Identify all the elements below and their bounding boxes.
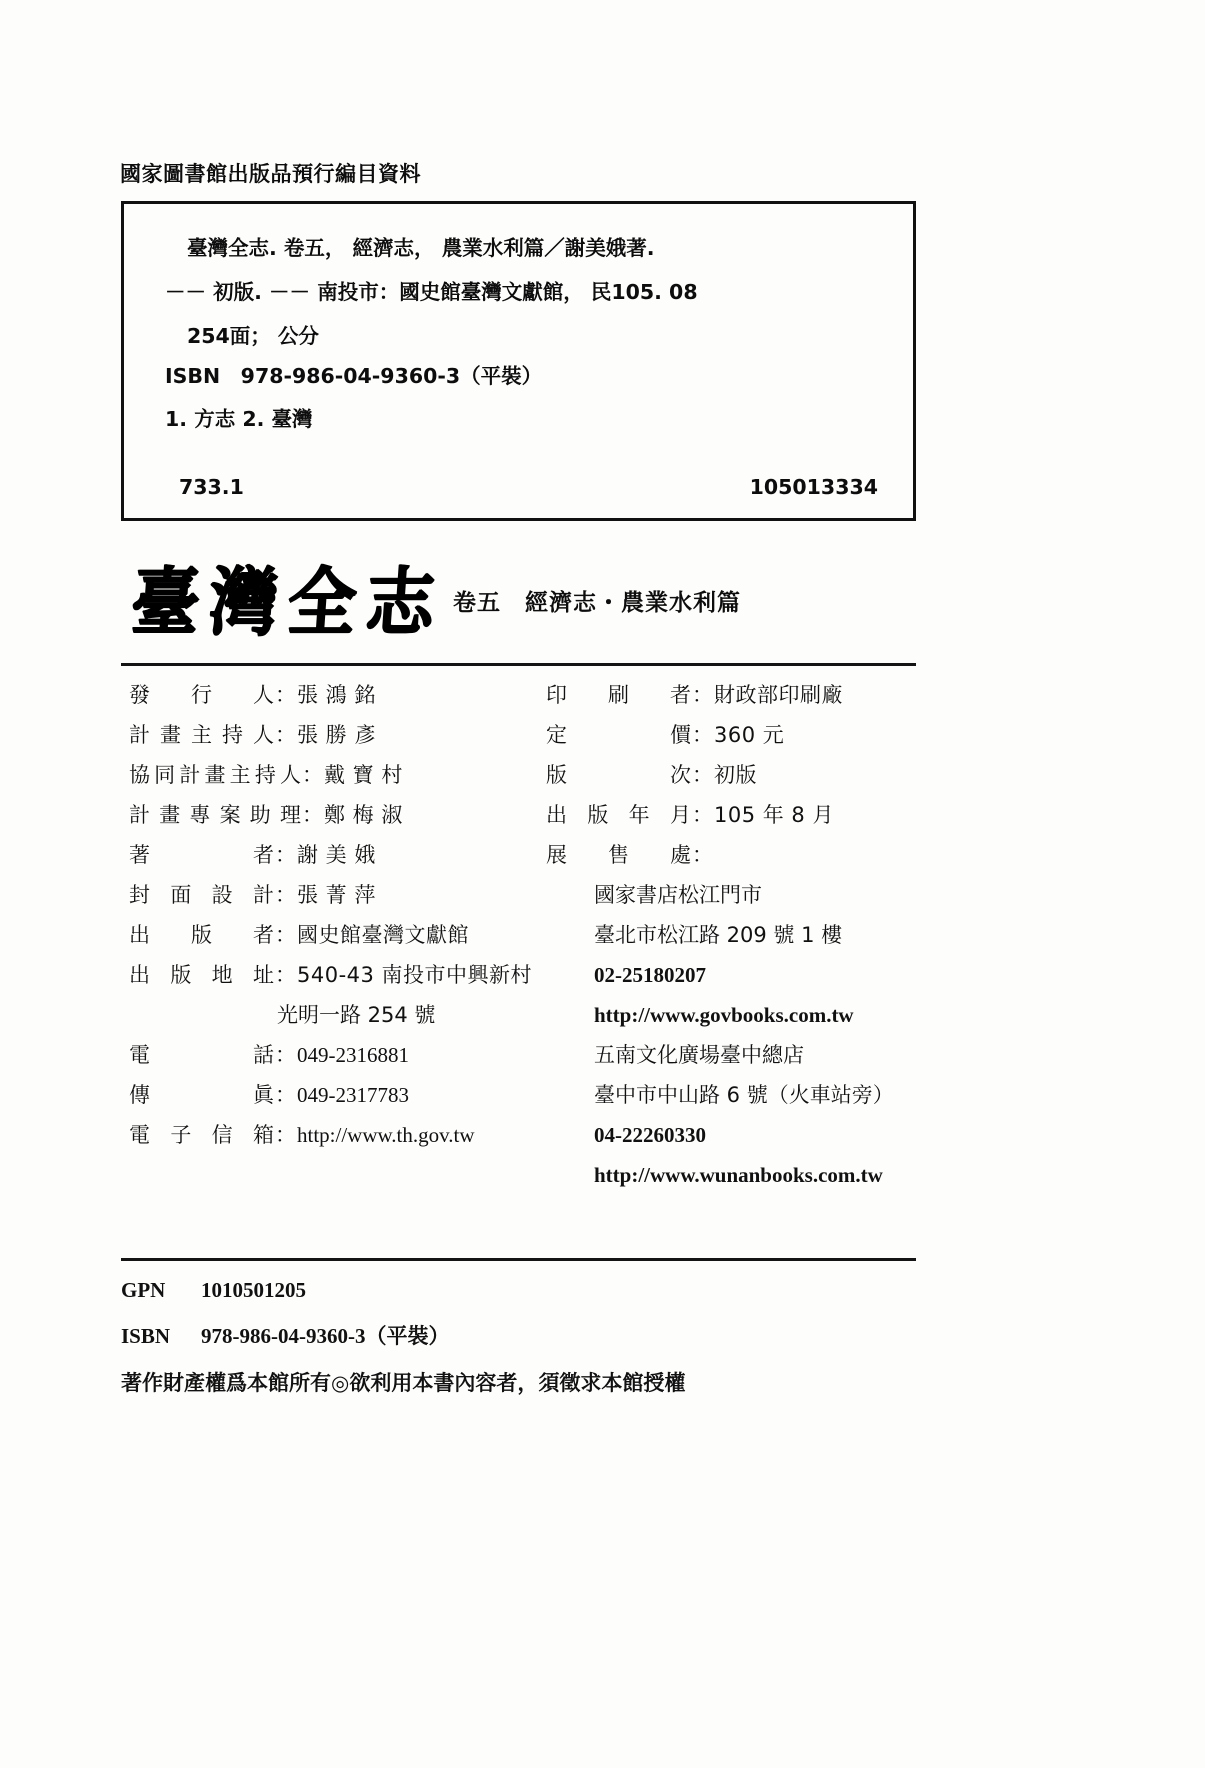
entry-label: 發 行 人 [129,683,274,707]
distributor-line[interactable]: http://www.wunanbooks.com.tw [594,1163,883,1187]
isbn-row [121,1320,921,1350]
colophon-entry [129,965,549,986]
distributor-line[interactable]: http://www.govbooks.com.tw [594,1003,854,1027]
distributor-line: 04-22260330 [594,1123,706,1147]
colophon-entry [129,725,549,746]
entry-value: 張 鴻 銘 [297,683,376,707]
book-title-calligraphy: 臺灣全志 [128,558,448,646]
entry-separator: ： [275,1043,296,1067]
entry-separator: ： [275,923,296,947]
entry-value: 鄭 梅 淑 [324,803,403,827]
distributor-line: 國家書店松江門市 [594,883,762,907]
entry-separator: ： [692,683,713,707]
entry-label: 計畫專案助理 [129,803,301,827]
colophon-entry [129,765,549,786]
entry-value: 國史館臺灣文獻館 [297,923,469,947]
entry-value: 財政部印刷廠 [714,683,843,707]
entry-separator: ： [275,683,296,707]
book-subtitle: 卷五 經濟志・農業水利篇 [453,590,741,616]
entry-label: 封 面 設 計 [129,883,274,907]
entry-value: 105 年 8 月 [714,803,834,827]
entry-label: 電 話 [129,1043,274,1067]
entry-label: 印 刷 者 [546,683,691,707]
colophon-entry [546,765,941,786]
gpn-value: 1010501205 [201,1278,306,1302]
entry-separator: ： [275,1083,296,1107]
colophon-entry [546,845,941,866]
colophon-entry [129,1125,549,1146]
cip-heading: 國家圖書館出版品預行編目資料 [120,162,421,186]
entry-value: 049-2317783 [297,1083,409,1107]
address-continuation: 光明一路 254 號 [277,1003,436,1027]
cip-box [121,201,916,521]
entry-value: 張 勝 彥 [297,723,376,747]
entry-value: 張 菁 萍 [297,883,376,907]
cip-classification-number: 733.1 [179,475,244,499]
entry-value: 初版 [714,763,757,787]
cip-subject-line: 1. 方志 2. 臺灣 [165,407,313,431]
copyright-notice: 著作財產權爲本館所有◎欲利用本書內容者，須徵求本館授權 [121,1371,686,1395]
entry-label: 協同計畫主持人 [129,763,301,787]
entry-separator: ： [302,763,323,787]
entry-label: 出 版 者 [129,923,274,947]
colophon-entry [129,805,549,826]
entry-label: 著 者 [129,843,274,867]
entry-separator: ： [275,963,296,987]
entry-value: 戴 寶 村 [324,763,403,787]
isbn-label: ISBN [121,1324,171,1348]
entry-value: 謝 美 娥 [297,843,376,867]
entry-value: 360 元 [714,723,785,747]
distributor-line: 臺北市松江路 209 號 1 樓 [594,923,843,947]
entry-label: 出 版 年 月 [546,803,691,827]
entry-label: 計畫主持人 [129,723,274,747]
cip-edition-line: －－ 初版. －－ 南投市：國史館臺灣文獻館， 民105. 08 [165,280,698,304]
colophon-entry [546,805,941,826]
entry-separator: ： [275,843,296,867]
entry-separator: ： [692,763,713,787]
colophon-entry [546,685,941,706]
entry-separator: ： [692,723,713,747]
distributor-line: 五南文化廣場臺中總店 [594,1043,804,1067]
entry-label: 展 售 處 [546,843,691,867]
entry-value: http://www.th.gov.tw [297,1123,475,1147]
cip-title-line: 臺灣全志. 卷五， 經濟志， 農業水利篇／謝美娥著. [187,236,655,260]
distributor-line: 02-25180207 [594,963,706,987]
divider-top [121,663,916,666]
entry-separator: ： [302,803,323,827]
colophon-entry [129,925,549,946]
colophon-entry [129,885,549,906]
entry-separator: ： [275,883,296,907]
entry-label: 傳 眞 [129,1083,274,1107]
colophon-left-column [129,685,549,1165]
cip-extent-line: 254面； 公分 [187,324,319,348]
colophon-entry [129,1045,549,1066]
distributor-line: 臺中市中山路 6 號（火車站旁） [594,1083,894,1107]
entry-separator: ： [275,1123,296,1147]
colophon-entry [129,845,549,866]
isbn-value: 978-986-04-9360-3（平裝） [201,1324,450,1348]
entry-label: 出 版 地 址 [129,963,274,987]
cip-control-number: 105013334 [749,475,878,499]
entry-value: 540-43 南投市中興新村 [297,963,533,987]
entry-value: 049-2316881 [297,1043,409,1067]
divider-bottom [121,1258,916,1261]
entry-separator: ： [692,803,713,827]
footer [121,1278,921,1397]
gpn-row [121,1278,921,1303]
colophon-entry [129,685,549,706]
colophon-right-column [546,685,941,1205]
entry-label: 定 價 [546,723,691,747]
gpn-label: GPN [121,1278,166,1302]
colophon-entry [129,1085,549,1106]
masthead [128,552,918,652]
colophon-entry [546,725,941,746]
cip-isbn-line: ISBN 978-986-04-9360-3（平裝） [165,364,543,388]
entry-separator: ： [275,723,296,747]
entry-label: 電 子 信 箱 [129,1123,274,1147]
entry-label: 版 次 [546,763,691,787]
entry-separator: ： [692,843,713,867]
